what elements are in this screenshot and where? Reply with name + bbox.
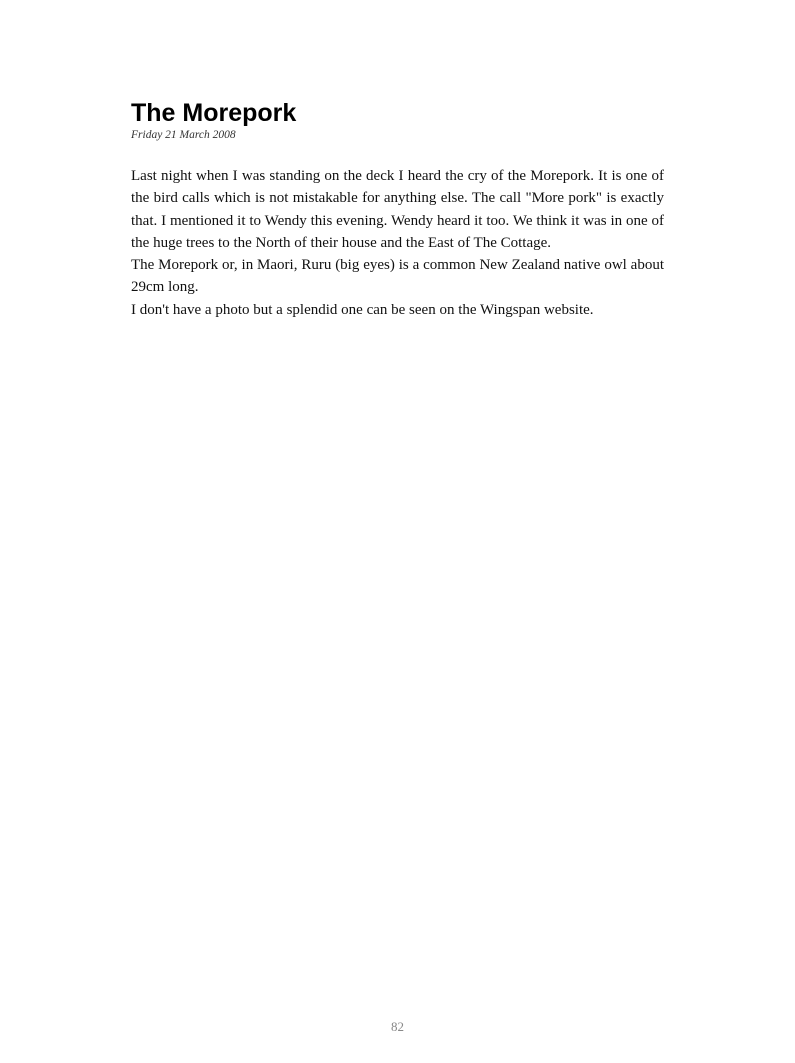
paragraph-2: The Morepork or, in Maori, Ruru (big eyes) is a common New Zealand native owl about 29cm long. <box>131 257 664 296</box>
article-title: The Morepork <box>131 99 297 127</box>
paragraph-1: Last night when I was standing on the deck I heard the cry of the Morepork. It is one of the bird calls which is not mistakable for anything else. The call "More pork" is exactly that. I mentioned it to Wendy this evening. Wendy heard it too. We think it was in one of the huge trees to the North of their house and the East of The Cottage. <box>131 168 664 251</box>
page-number: 82 <box>391 1019 404 1034</box>
article-date: Friday 21 March 2008 <box>131 129 236 141</box>
article <box>131 98 664 321</box>
paragraph-3: I don't have a photo but a splendid one can be seen on the Wingspan website. <box>131 301 594 318</box>
